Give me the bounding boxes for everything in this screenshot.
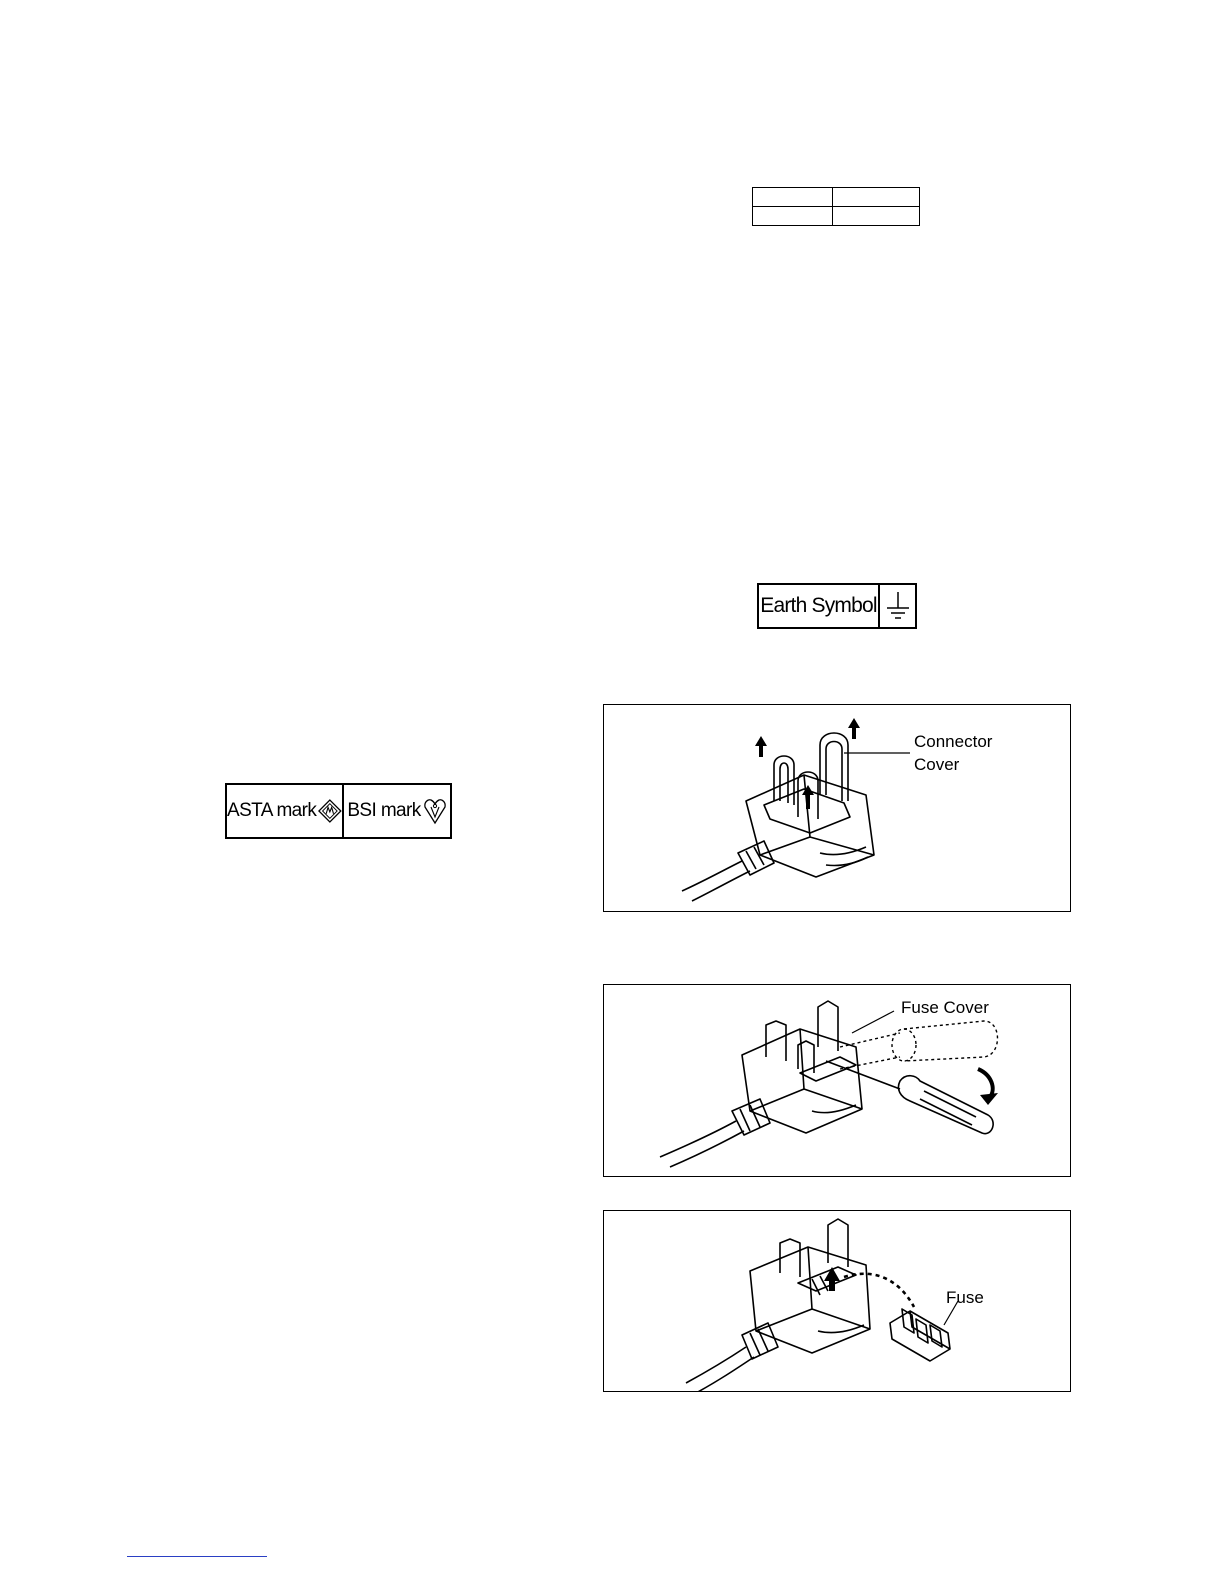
figure-fuse-cover — [603, 984, 1071, 1177]
plug-fuse-illustration — [604, 1211, 1071, 1392]
earth-symbol-box — [757, 583, 917, 629]
figure-fuse — [603, 1210, 1071, 1392]
figure-connector-cover — [603, 704, 1071, 912]
bsi-mark-cell — [344, 785, 450, 837]
plug-connector-cover-illustration — [604, 705, 1071, 912]
bsi-kitemark-icon — [423, 797, 447, 825]
blank-table — [752, 187, 920, 226]
asta-mark-label: ASTA mark — [227, 800, 317, 821]
table-row — [753, 188, 920, 207]
callout-cover: Cover — [914, 755, 960, 774]
table-cell — [833, 188, 920, 207]
earth-symbol-label: Earth Symbol — [759, 585, 880, 627]
asta-mark-cell — [227, 785, 344, 837]
callout-fuse: Fuse — [946, 1288, 984, 1307]
plug-fuse-cover-illustration — [604, 985, 1071, 1177]
approval-marks-box — [225, 783, 452, 839]
table-cell — [753, 207, 833, 226]
footer-link-underline[interactable] — [127, 1556, 267, 1557]
callout-fuse-cover: Fuse Cover — [901, 998, 989, 1017]
earth-ground-icon — [880, 585, 915, 627]
table-row — [753, 207, 920, 226]
table-cell — [833, 207, 920, 226]
asta-diamond-icon — [318, 798, 342, 824]
callout-connector: Connector — [914, 732, 993, 751]
bsi-mark-label: BSI mark — [347, 800, 421, 821]
table-cell — [753, 188, 833, 207]
